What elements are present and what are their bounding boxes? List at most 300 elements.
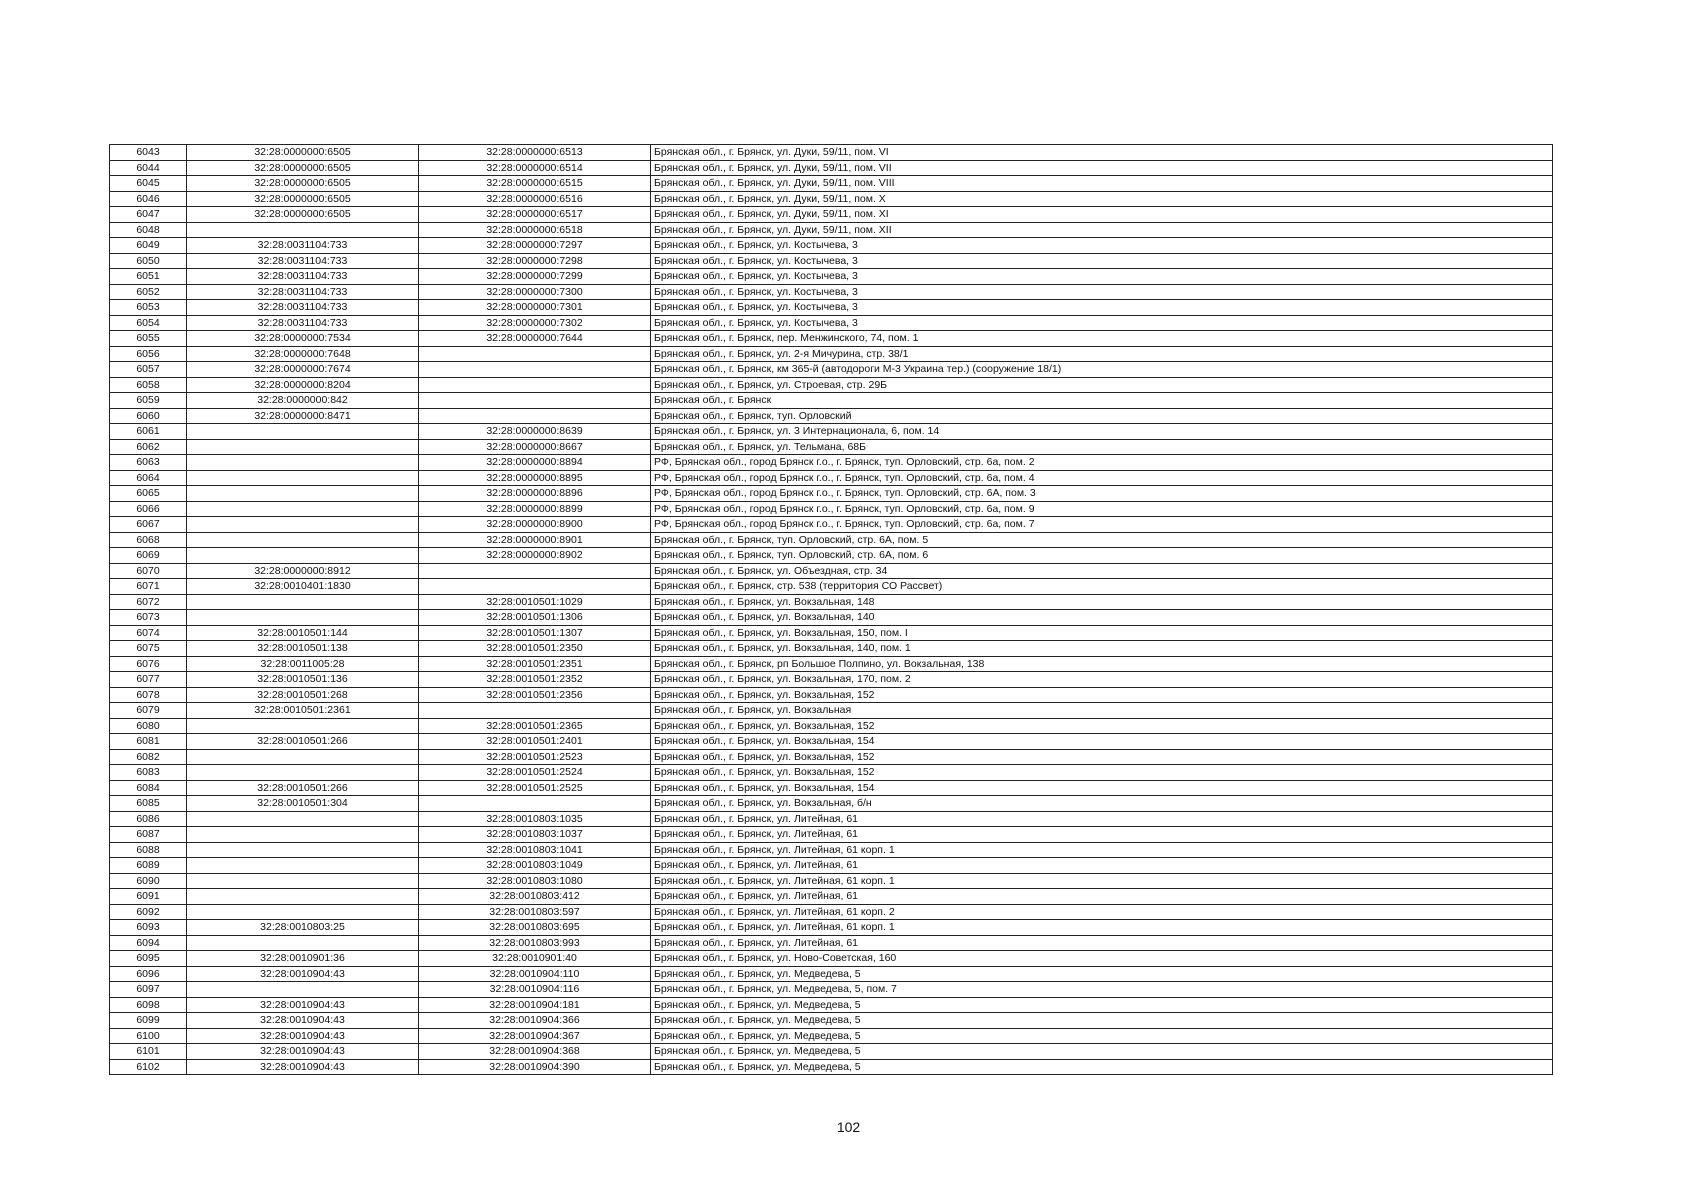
address-cell: Брянская обл., г. Брянск, ул. Литейная, 61 — [651, 827, 1553, 843]
cadastral-parent-cell — [187, 455, 419, 471]
cadastral-parent-cell — [187, 904, 419, 920]
address-cell: Брянская обл., г. Брянск, пер. Менжинского, 74, пом. 1 — [651, 331, 1553, 347]
row-number-cell: 6086 — [110, 811, 187, 827]
table-row — [110, 470, 1553, 486]
address-cell: Брянская обл., г. Брянск, ул. Литейная, 61 — [651, 858, 1553, 874]
address-cell: Брянская обл., г. Брянск — [651, 393, 1553, 409]
row-number-cell: 6091 — [110, 889, 187, 905]
cadastral-parent-cell: 32:28:0031104:733 — [187, 300, 419, 316]
row-number-cell: 6065 — [110, 486, 187, 502]
table-row — [110, 346, 1553, 362]
cadastral-number-cell: 32:28:0000000:7644 — [419, 331, 651, 347]
row-number-cell: 6077 — [110, 672, 187, 688]
cadastral-number-cell: 32:28:0010803:695 — [419, 920, 651, 936]
cadastral-number-cell: 32:28:0010803:1037 — [419, 827, 651, 843]
cadastral-number-cell: 32:28:0010803:1049 — [419, 858, 651, 874]
cadastral-number-cell: 32:28:0010501:2524 — [419, 765, 651, 781]
table-row — [110, 780, 1553, 796]
row-number-cell: 6097 — [110, 982, 187, 998]
row-number-cell: 6059 — [110, 393, 187, 409]
table-row — [110, 594, 1553, 610]
row-number-cell: 6076 — [110, 656, 187, 672]
row-number-cell: 6063 — [110, 455, 187, 471]
table-row — [110, 253, 1553, 269]
cadastral-parent-cell: 32:28:0010401:1830 — [187, 579, 419, 595]
address-cell: Брянская обл., г. Брянск, км 365-й (автодороги М-3 Украина тер.) (сооружение 18/1) — [651, 362, 1553, 378]
cadastral-number-cell — [419, 362, 651, 378]
row-number-cell: 6062 — [110, 439, 187, 455]
row-number-cell: 6069 — [110, 548, 187, 564]
cadastral-number-cell: 32:28:0000000:8895 — [419, 470, 651, 486]
row-number-cell: 6071 — [110, 579, 187, 595]
cadastral-parent-cell — [187, 765, 419, 781]
table-row — [110, 718, 1553, 734]
cadastral-parent-cell: 32:28:0010501:138 — [187, 641, 419, 657]
cadastral-number-cell: 32:28:0010803:1035 — [419, 811, 651, 827]
cadastral-number-cell — [419, 393, 651, 409]
row-number-cell: 6081 — [110, 734, 187, 750]
cadastral-number-cell: 32:28:0000000:8896 — [419, 486, 651, 502]
cadastral-parent-cell: 32:28:0010501:144 — [187, 625, 419, 641]
cadastral-number-cell: 32:28:0010501:2352 — [419, 672, 651, 688]
cadastral-parent-cell: 32:28:0000000:8912 — [187, 563, 419, 579]
table-row — [110, 563, 1553, 579]
table-row — [110, 1059, 1553, 1075]
cadastral-number-cell: 32:28:0010803:1041 — [419, 842, 651, 858]
row-number-cell: 6046 — [110, 191, 187, 207]
cadastral-parent-cell — [187, 501, 419, 517]
cadastral-number-cell: 32:28:0010501:2351 — [419, 656, 651, 672]
table-row — [110, 377, 1553, 393]
table-row — [110, 765, 1553, 781]
cadastral-parent-cell: 32:28:0000000:7674 — [187, 362, 419, 378]
table-row — [110, 393, 1553, 409]
table-row — [110, 796, 1553, 812]
row-number-cell: 6073 — [110, 610, 187, 626]
cadastral-parent-cell — [187, 858, 419, 874]
cadastral-number-cell: 32:28:0010803:993 — [419, 935, 651, 951]
cadastral-parent-cell — [187, 532, 419, 548]
table-row — [110, 269, 1553, 285]
table-row — [110, 1028, 1553, 1044]
cadastral-parent-cell: 32:28:0000000:6505 — [187, 176, 419, 192]
address-cell: Брянская обл., г. Брянск, ул. Дуки, 59/11, пом. XI — [651, 207, 1553, 223]
row-number-cell: 6094 — [110, 935, 187, 951]
address-cell: Брянская обл., г. Брянск, ул. Костычева, 3 — [651, 315, 1553, 331]
address-cell: Брянская обл., г. Брянск, ул. Дуки, 59/11, пом. X — [651, 191, 1553, 207]
cadastral-number-cell: 32:28:0010501:2350 — [419, 641, 651, 657]
address-cell: РФ, Брянская обл., город Брянск г.о., г. Брянск, туп. Орловский, стр. 6А, пом. 3 — [651, 486, 1553, 502]
address-cell: Брянская обл., г. Брянск, ул. Вокзальная, 152 — [651, 765, 1553, 781]
cadastral-number-cell: 32:28:0010901:40 — [419, 951, 651, 967]
row-number-cell: 6056 — [110, 346, 187, 362]
cadastral-number-cell: 32:28:0010501:2356 — [419, 687, 651, 703]
row-number-cell: 6085 — [110, 796, 187, 812]
row-number-cell: 6052 — [110, 284, 187, 300]
cadastral-number-cell: 32:28:0000000:8639 — [419, 424, 651, 440]
table-row — [110, 749, 1553, 765]
address-cell: Брянская обл., г. Брянск, ул. Вокзальная, 152 — [651, 687, 1553, 703]
cadastral-parent-cell — [187, 222, 419, 238]
address-cell: Брянская обл., г. Брянск, ул. Дуки, 59/11, пом. XII — [651, 222, 1553, 238]
cadastral-number-cell: 32:28:0000000:8667 — [419, 439, 651, 455]
row-number-cell: 6090 — [110, 873, 187, 889]
row-number-cell: 6102 — [110, 1059, 187, 1075]
cadastral-number-cell — [419, 377, 651, 393]
table-row — [110, 827, 1553, 843]
row-number-cell: 6053 — [110, 300, 187, 316]
row-number-cell: 6092 — [110, 904, 187, 920]
cadastral-number-cell — [419, 563, 651, 579]
page-number: 102 — [836, 1119, 861, 1135]
address-cell: Брянская обл., г. Брянск, туп. Орловский, стр. 6А, пом. 6 — [651, 548, 1553, 564]
cadastral-parent-cell: 32:28:0000000:7534 — [187, 331, 419, 347]
row-number-cell: 6084 — [110, 780, 187, 796]
cadastral-number-cell — [419, 579, 651, 595]
row-number-cell: 6089 — [110, 858, 187, 874]
cadastral-number-cell: 32:28:0000000:7300 — [419, 284, 651, 300]
row-number-cell: 6082 — [110, 749, 187, 765]
row-number-cell: 6068 — [110, 532, 187, 548]
address-cell: Брянская обл., г. Брянск, ул. 2-я Мичурина, стр. 38/1 — [651, 346, 1553, 362]
cadastral-number-cell: 32:28:0000000:6518 — [419, 222, 651, 238]
cadastral-parent-cell — [187, 470, 419, 486]
address-cell: Брянская обл., г. Брянск, рп Большое Полпино, ул. Вокзальная, 138 — [651, 656, 1553, 672]
cadastral-number-cell: 32:28:0000000:8894 — [419, 455, 651, 471]
cadastral-number-cell: 32:28:0010904:368 — [419, 1044, 651, 1060]
address-cell: Брянская обл., г. Брянск, ул. Медведева, 5 — [651, 1013, 1553, 1029]
row-number-cell: 6074 — [110, 625, 187, 641]
row-number-cell: 6061 — [110, 424, 187, 440]
cadastral-parent-cell: 32:28:0000000:6505 — [187, 160, 419, 176]
cadastral-parent-cell — [187, 424, 419, 440]
table-row — [110, 222, 1553, 238]
address-cell: Брянская обл., г. Брянск, ул. Вокзальная, 140 — [651, 610, 1553, 626]
cadastral-number-cell: 32:28:0010904:367 — [419, 1028, 651, 1044]
cadastral-number-cell: 32:28:0010501:1307 — [419, 625, 651, 641]
cadastral-number-cell — [419, 408, 651, 424]
cadastral-number-cell — [419, 703, 651, 719]
table-row — [110, 687, 1553, 703]
cadastral-parent-cell — [187, 827, 419, 843]
table-row — [110, 238, 1553, 254]
cadastral-number-cell: 32:28:0000000:8902 — [419, 548, 651, 564]
cadastral-parent-cell — [187, 610, 419, 626]
cadastral-number-cell: 32:28:0010501:2401 — [419, 734, 651, 750]
address-cell: Брянская обл., г. Брянск, ул. Литейная, 61 корп. 1 — [651, 873, 1553, 889]
address-cell: Брянская обл., г. Брянск, ул. Литейная, 61 корп. 1 — [651, 842, 1553, 858]
table-row — [110, 997, 1553, 1013]
table-row — [110, 300, 1553, 316]
table-row — [110, 160, 1553, 176]
cadastral-parent-cell: 32:28:0000000:7648 — [187, 346, 419, 362]
row-number-cell: 6083 — [110, 765, 187, 781]
address-cell: Брянская обл., г. Брянск, ул. Вокзальная, 148 — [651, 594, 1553, 610]
address-cell: Брянская обл., г. Брянск, ул. Вокзальная, 170, пом. 2 — [651, 672, 1553, 688]
row-number-cell: 6050 — [110, 253, 187, 269]
cadastral-parent-cell — [187, 982, 419, 998]
table-row — [110, 842, 1553, 858]
table-row — [110, 331, 1553, 347]
address-cell: Брянская обл., г. Брянск, туп. Орловский — [651, 408, 1553, 424]
cadastral-parent-cell: 32:28:0000000:6505 — [187, 145, 419, 161]
cadastral-parent-cell: 32:28:0011005:28 — [187, 656, 419, 672]
table-row — [110, 734, 1553, 750]
cadastral-parent-cell: 32:28:0010904:43 — [187, 1028, 419, 1044]
cadastral-number-cell: 32:28:0010904:110 — [419, 966, 651, 982]
cadastral-parent-cell: 32:28:0031104:733 — [187, 269, 419, 285]
address-cell: Брянская обл., г. Брянск, ул. Медведева, 5 — [651, 1028, 1553, 1044]
cadastral-parent-cell: 32:28:0010904:43 — [187, 1044, 419, 1060]
cadastral-number-cell: 32:28:0010904:390 — [419, 1059, 651, 1075]
table-row — [110, 904, 1553, 920]
cadastral-parent-cell — [187, 486, 419, 502]
cadastral-number-cell: 32:28:0000000:7297 — [419, 238, 651, 254]
cadastral-parent-cell — [187, 889, 419, 905]
address-cell: Брянская обл., г. Брянск, ул. Медведева, 5, пом. 7 — [651, 982, 1553, 998]
table-row — [110, 501, 1553, 517]
address-cell: Брянская обл., г. Брянск, ул. Медведева, 5 — [651, 997, 1553, 1013]
row-number-cell: 6101 — [110, 1044, 187, 1060]
table-row — [110, 610, 1553, 626]
table-row — [110, 207, 1553, 223]
address-cell: Брянская обл., г. Брянск, ул. Вокзальная, 150, пом. I — [651, 625, 1553, 641]
address-cell: Брянская обл., г. Брянск, ул. Дуки, 59/11, пом. VII — [651, 160, 1553, 176]
cadastral-number-cell: 32:28:0010803:412 — [419, 889, 651, 905]
table-row — [110, 517, 1553, 533]
table-row — [110, 408, 1553, 424]
row-number-cell: 6048 — [110, 222, 187, 238]
cadastral-number-cell: 32:28:0010501:1306 — [419, 610, 651, 626]
cadastral-parent-cell — [187, 548, 419, 564]
table-row — [110, 191, 1553, 207]
cadastral-number-cell: 32:28:0010501:1029 — [419, 594, 651, 610]
cadastral-parent-cell: 32:28:0010904:43 — [187, 997, 419, 1013]
table-row — [110, 656, 1553, 672]
row-number-cell: 6072 — [110, 594, 187, 610]
address-cell: Брянская обл., г. Брянск, ул. Литейная, 61 — [651, 889, 1553, 905]
address-cell: Брянская обл., г. Брянск, ул. Вокзальная, 154 — [651, 780, 1553, 796]
cadastral-number-cell: 32:28:0000000:6516 — [419, 191, 651, 207]
row-number-cell: 6055 — [110, 331, 187, 347]
row-number-cell: 6066 — [110, 501, 187, 517]
cadastral-number-cell: 32:28:0010904:181 — [419, 997, 651, 1013]
address-cell: РФ, Брянская обл., город Брянск г.о., г. Брянск, туп. Орловский, стр. 6а, пом. 2 — [651, 455, 1553, 471]
cadastral-parent-cell: 32:28:0031104:733 — [187, 253, 419, 269]
cadastral-parent-cell: 32:28:0010501:304 — [187, 796, 419, 812]
table-row — [110, 641, 1553, 657]
address-cell: Брянская обл., г. Брянск, ул. Дуки, 59/11, пом. VI — [651, 145, 1553, 161]
cadastral-parent-cell: 32:28:0000000:6505 — [187, 191, 419, 207]
cadastral-number-cell: 32:28:0000000:7302 — [419, 315, 651, 331]
cadastral-parent-cell: 32:28:0000000:8471 — [187, 408, 419, 424]
row-number-cell: 6064 — [110, 470, 187, 486]
cadastral-parent-cell: 32:28:0000000:6505 — [187, 207, 419, 223]
cadastral-number-cell — [419, 346, 651, 362]
address-cell: Брянская обл., г. Брянск, ул. Литейная, 61 корп. 1 — [651, 920, 1553, 936]
table-body — [110, 145, 1553, 1075]
row-number-cell: 6100 — [110, 1028, 187, 1044]
address-cell: РФ, Брянская обл., город Брянск г.о., г. Брянск, туп. Орловский, стр. 6а, пом. 9 — [651, 501, 1553, 517]
row-number-cell: 6054 — [110, 315, 187, 331]
cadastral-number-cell: 32:28:0000000:8901 — [419, 532, 651, 548]
table-row — [110, 873, 1553, 889]
cadastral-parent-cell — [187, 873, 419, 889]
row-number-cell: 6060 — [110, 408, 187, 424]
table-row — [110, 176, 1553, 192]
table-row — [110, 966, 1553, 982]
address-cell: Брянская обл., г. Брянск, ул. Литейная, 61 — [651, 811, 1553, 827]
address-cell: РФ, Брянская обл., город Брянск г.о., г. Брянск, туп. Орловский, стр. 6а, пом. 7 — [651, 517, 1553, 533]
address-cell: Брянская обл., г. Брянск, ул. Костычева, 3 — [651, 269, 1553, 285]
row-number-cell: 6099 — [110, 1013, 187, 1029]
table-row — [110, 362, 1553, 378]
cadastral-number-cell: 32:28:0010501:2525 — [419, 780, 651, 796]
cadastral-parent-cell — [187, 935, 419, 951]
row-number-cell: 6078 — [110, 687, 187, 703]
cadastral-parent-cell: 32:28:0010803:25 — [187, 920, 419, 936]
row-number-cell: 6075 — [110, 641, 187, 657]
table-row — [110, 548, 1553, 564]
cadastral-number-cell: 32:28:0010904:366 — [419, 1013, 651, 1029]
cadastral-number-cell: 32:28:0010501:2365 — [419, 718, 651, 734]
cadastral-parent-cell: 32:28:0010904:43 — [187, 966, 419, 982]
cadastral-number-cell: 32:28:0000000:6513 — [419, 145, 651, 161]
address-cell: Брянская обл., г. Брянск, ул. Литейная, 61 — [651, 935, 1553, 951]
table-row — [110, 424, 1553, 440]
row-number-cell: 6095 — [110, 951, 187, 967]
cadastral-parent-cell — [187, 811, 419, 827]
registry-table — [109, 144, 1553, 1075]
address-cell: Брянская обл., г. Брянск, ул. Костычева, 3 — [651, 300, 1553, 316]
row-number-cell: 6058 — [110, 377, 187, 393]
cadastral-number-cell: 32:28:0010803:1080 — [419, 873, 651, 889]
row-number-cell: 6079 — [110, 703, 187, 719]
address-cell: Брянская обл., г. Брянск, ул. Вокзальная, б/н — [651, 796, 1553, 812]
table-row — [110, 532, 1553, 548]
cadastral-number-cell: 32:28:0000000:6514 — [419, 160, 651, 176]
address-cell: Брянская обл., г. Брянск, ул. Вокзальная, 152 — [651, 749, 1553, 765]
address-cell: Брянская обл., г. Брянск, стр. 538 (территория СО Рассвет) — [651, 579, 1553, 595]
table-row — [110, 1044, 1553, 1060]
address-cell: Брянская обл., г. Брянск, ул. Объездная, стр. 34 — [651, 563, 1553, 579]
address-cell: Брянская обл., г. Брянск, ул. Вокзальная, 154 — [651, 734, 1553, 750]
cadastral-parent-cell: 32:28:0031104:733 — [187, 284, 419, 300]
row-number-cell: 6045 — [110, 176, 187, 192]
address-cell: Брянская обл., г. Брянск, ул. Вокзальная — [651, 703, 1553, 719]
address-cell: Брянская обл., г. Брянск, ул. Литейная, 61 корп. 2 — [651, 904, 1553, 920]
cadastral-parent-cell — [187, 749, 419, 765]
cadastral-parent-cell — [187, 594, 419, 610]
cadastral-number-cell: 32:28:0010904:116 — [419, 982, 651, 998]
cadastral-number-cell: 32:28:0000000:7299 — [419, 269, 651, 285]
table-row — [110, 455, 1553, 471]
address-cell: Брянская обл., г. Брянск, ул. Костычева, 3 — [651, 253, 1553, 269]
address-cell: Брянская обл., г. Брянск, ул. Медведева, 5 — [651, 966, 1553, 982]
cadastral-number-cell: 32:28:0000000:7298 — [419, 253, 651, 269]
address-cell: Брянская обл., г. Брянск, ул. Костычева, 3 — [651, 284, 1553, 300]
row-number-cell: 6080 — [110, 718, 187, 734]
cadastral-parent-cell: 32:28:0010904:43 — [187, 1059, 419, 1075]
table-row — [110, 811, 1553, 827]
row-number-cell: 6070 — [110, 563, 187, 579]
cadastral-parent-cell: 32:28:0010901:36 — [187, 951, 419, 967]
row-number-cell: 6098 — [110, 997, 187, 1013]
address-cell: Брянская обл., г. Брянск, ул. Ново-Советская, 160 — [651, 951, 1553, 967]
address-cell: Брянская обл., г. Брянск, ул. Тельмана, 68Б — [651, 439, 1553, 455]
address-cell: Брянская обл., г. Брянск, ул. Вокзальная, 152 — [651, 718, 1553, 734]
row-number-cell: 6047 — [110, 207, 187, 223]
row-number-cell: 6043 — [110, 145, 187, 161]
table-row — [110, 439, 1553, 455]
table-row — [110, 920, 1553, 936]
cadastral-parent-cell — [187, 842, 419, 858]
address-cell: Брянская обл., г. Брянск, ул. Вокзальная, 140, пом. 1 — [651, 641, 1553, 657]
address-cell: Брянская обл., г. Брянск, ул. 3 Интернационала, 6, пом. 14 — [651, 424, 1553, 440]
row-number-cell: 6049 — [110, 238, 187, 254]
address-cell: Брянская обл., г. Брянск, туп. Орловский, стр. 6А, пом. 5 — [651, 532, 1553, 548]
table-row — [110, 486, 1553, 502]
cadastral-parent-cell: 32:28:0010501:266 — [187, 780, 419, 796]
row-number-cell: 6044 — [110, 160, 187, 176]
table-row — [110, 284, 1553, 300]
table-row — [110, 935, 1553, 951]
address-cell: РФ, Брянская обл., город Брянск г.о., г. Брянск, туп. Орловский, стр. 6а, пом. 4 — [651, 470, 1553, 486]
cadastral-parent-cell: 32:28:0000000:842 — [187, 393, 419, 409]
cadastral-number-cell: 32:28:0000000:8900 — [419, 517, 651, 533]
cadastral-number-cell: 32:28:0000000:6517 — [419, 207, 651, 223]
cadastral-parent-cell — [187, 718, 419, 734]
cadastral-parent-cell: 32:28:0031104:733 — [187, 238, 419, 254]
table-row — [110, 145, 1553, 161]
address-cell: Брянская обл., г. Брянск, ул. Строевая, стр. 29Б — [651, 377, 1553, 393]
table-row — [110, 951, 1553, 967]
cadastral-parent-cell: 32:28:0010501:136 — [187, 672, 419, 688]
table-row — [110, 315, 1553, 331]
cadastral-parent-cell — [187, 439, 419, 455]
table-row — [110, 579, 1553, 595]
cadastral-parent-cell: 32:28:0010501:268 — [187, 687, 419, 703]
table-row — [110, 982, 1553, 998]
cadastral-number-cell: 32:28:0000000:6515 — [419, 176, 651, 192]
cadastral-number-cell: 32:28:0010501:2523 — [419, 749, 651, 765]
row-number-cell: 6096 — [110, 966, 187, 982]
address-cell: Брянская обл., г. Брянск, ул. Дуки, 59/11, пом. VIII — [651, 176, 1553, 192]
cadastral-parent-cell: 32:28:0000000:8204 — [187, 377, 419, 393]
row-number-cell: 6051 — [110, 269, 187, 285]
address-cell: Брянская обл., г. Брянск, ул. Медведева, 5 — [651, 1059, 1553, 1075]
row-number-cell: 6087 — [110, 827, 187, 843]
row-number-cell: 6057 — [110, 362, 187, 378]
cadastral-number-cell — [419, 796, 651, 812]
address-cell: Брянская обл., г. Брянск, ул. Медведева, 5 — [651, 1044, 1553, 1060]
cadastral-parent-cell — [187, 517, 419, 533]
table-row — [110, 858, 1553, 874]
table-row — [110, 703, 1553, 719]
cadastral-parent-cell: 32:28:0010904:43 — [187, 1013, 419, 1029]
table-row — [110, 1013, 1553, 1029]
cadastral-parent-cell: 32:28:0031104:733 — [187, 315, 419, 331]
row-number-cell: 6088 — [110, 842, 187, 858]
table-row — [110, 672, 1553, 688]
row-number-cell: 6093 — [110, 920, 187, 936]
cadastral-number-cell: 32:28:0000000:7301 — [419, 300, 651, 316]
table-row — [110, 625, 1553, 641]
row-number-cell: 6067 — [110, 517, 187, 533]
cadastral-parent-cell: 32:28:0010501:266 — [187, 734, 419, 750]
table-row — [110, 889, 1553, 905]
address-cell: Брянская обл., г. Брянск, ул. Костычева, 3 — [651, 238, 1553, 254]
